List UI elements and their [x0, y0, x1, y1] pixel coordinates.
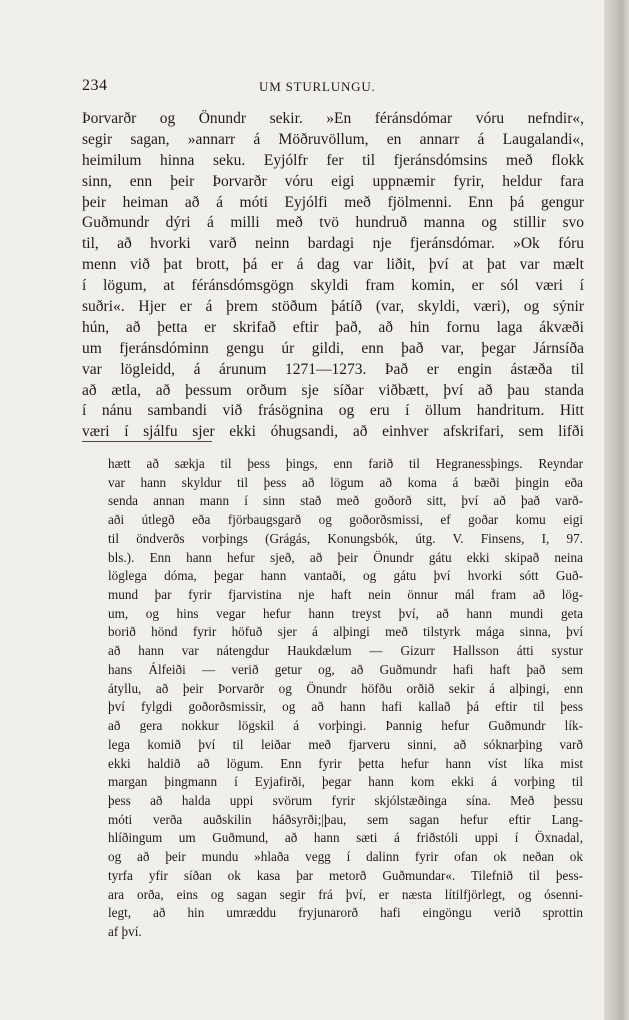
footnote-separator: [82, 441, 212, 442]
footnote-line: ekki haldið að lögum. Enn fyrir þetta hefur hann víst líka mist: [108, 755, 583, 771]
footnote-line: móti verða auðskilin háðsyrði;|þau, sem sagan hefur eftir Lang-: [108, 811, 583, 827]
footnote-line: um, og hins vegar hefur hann treyst því, að hann mundi geta: [108, 605, 583, 621]
footnote-line: tyrfa yfir síðan ok kasa þar metorð Guðmundar«. Tilefnið til þess-: [108, 867, 583, 883]
footnote-line: hætt að sækja til þess þings, enn farið til Hegranessþings. Reyndar: [108, 456, 583, 471]
text-line: sinn, enn þeir Þorvarðr vóru eigi uppnæmir fyrir, heldur fara: [82, 172, 584, 190]
page-number: 234: [82, 77, 108, 94]
footnote-line: var hann skyldur til þess að lögum að koma á bæði þingin eða: [108, 474, 583, 490]
footnote-line: til öndverðs vorþings (Grágás, Konungsbók, útg. V. Finsens, I, 97.: [108, 530, 583, 546]
footnote-line: löglega dóma, þegar hann vantaði, og gátu því hvorki sótt Guð-: [108, 568, 583, 584]
footnote-line: aði útlegð eða fjörbaugsgarð og goðorðsmissi, ef goðar komu eigi: [108, 512, 583, 528]
text-line: var lögleidd, á árunum 1271—1273. Það er engin ástæða til: [82, 360, 584, 378]
text-line: að ætla, að þessum orðum sje síðar viðbætt, því að þau standa: [82, 381, 584, 399]
footnote-line: lega komið því til leiðar með fjarveru sinni, að sóknarþing varð: [108, 736, 583, 752]
footnote-line: legt, að hin umræddu fryjunarorð hafi eingöngu verið sprottin: [108, 905, 583, 921]
footnote-line: borið hönd fyrir höfuð sjer á alþingi með tilstyrk mága sinna, því: [108, 624, 583, 640]
footnote-line: ara orða, eins og sagan segir frá því, er næsta lítilfjörlegt, og ósenni-: [108, 886, 583, 902]
footnote-line: senda annan mann í sinn stað með goðorð sitt, því að það varð-: [108, 493, 583, 509]
text-line: þeir heiman að á móti Eyjólfi með fjölmenni. Enn þá gengur: [82, 193, 584, 211]
text-line: Þorvarðr og Önundr sekir. »En féránsdómar vóru nefndir«,: [82, 110, 584, 127]
footnote-line: mund þar fyrir fjarvistina nje haft nein önnur mál fram að lög-: [108, 587, 583, 603]
text-line: segir sagan, »annarr á Möðruvöllum, en annarr á Laugalandi«,: [82, 130, 584, 148]
footnote-line: að hann var nátengdur Haukdælum — Gizurr Hallsson átti systur: [108, 643, 583, 659]
text-line: í lögum, at féránsdómsgögn skyldi fram komin, er sól væri í: [82, 277, 584, 295]
footnote-line: hans Álfeiði — verið getur og, að Guðmundr hafi haft það sem: [108, 661, 583, 677]
footnote-line: og að þeir mundu »hlaða vegg í dalinn fyrir ofan ok neðan ok: [108, 849, 583, 865]
footnote-line: átyllu, að þeir Þorvarðr og Önundr höfðu orðið sekir á alþingi, enn: [108, 680, 583, 696]
footnote-line: að gera nokkur lögskil á vorþingi. Þannig hefur Guðmundr lík-: [108, 718, 583, 734]
text-line: væri í sjálfu sjer ekki óhugsandi, að einhver afskrifari, sem lifði: [82, 423, 584, 441]
footnote: [108, 455, 583, 942]
page-edge: [604, 0, 629, 1020]
text-line: um fjeránsdóminn gengu úr gildi, enn það var, þegar Járnsíða: [82, 339, 584, 357]
running-title: UM STURLUNGU.: [259, 79, 376, 94]
footnote-line: af því.: [108, 923, 142, 939]
text-line: hún, að þetta er skrifað eftir það, að hin fornu laga ákvæði: [82, 318, 584, 336]
main-text: [82, 109, 584, 443]
footnote-line: þess að halda uppi svörum fyrir skjólstæðinga sína. Með þessu: [108, 792, 583, 808]
text-line: suðri«. Hjer er á þrem stöðum þátíð (var, skyldi, væri), og sýnir: [82, 298, 584, 316]
footnote-line: bls.). Enn hann hefur sjeð, að þeir Önundr gátu ekki skipað neina: [108, 549, 583, 565]
text-line: til, að hvorki varð neinn bardagi nje fjeránsdómar. »Ok fóru: [82, 235, 584, 253]
footnote-line: margan þingmann í Eyjafirði, þegar hann kom ekki á vorþing til: [108, 774, 583, 790]
text-line: menn við þat brott, þá er á dag var liðit, því at þat var mælt: [82, 256, 584, 274]
footnote-line: því fylgdi goðorðsmissir, og að hann hafi kallað þá eftir til þess: [108, 699, 583, 715]
text-line: Guðmundr dýri á milli með tvö hundruð manna og stillir svo: [82, 214, 584, 232]
footnote-line: hlíðingum um Guðmund, að hann sæti á friðstóli uppi í Öxnadal,: [108, 830, 583, 846]
text-line: í nánu sambandi við frásögnina og eru í öllum handritum. Hitt: [82, 402, 584, 420]
text-line: heimilum hinna seku. Eyjólfr fer til fjeránsdómsins með flokk: [82, 151, 584, 169]
